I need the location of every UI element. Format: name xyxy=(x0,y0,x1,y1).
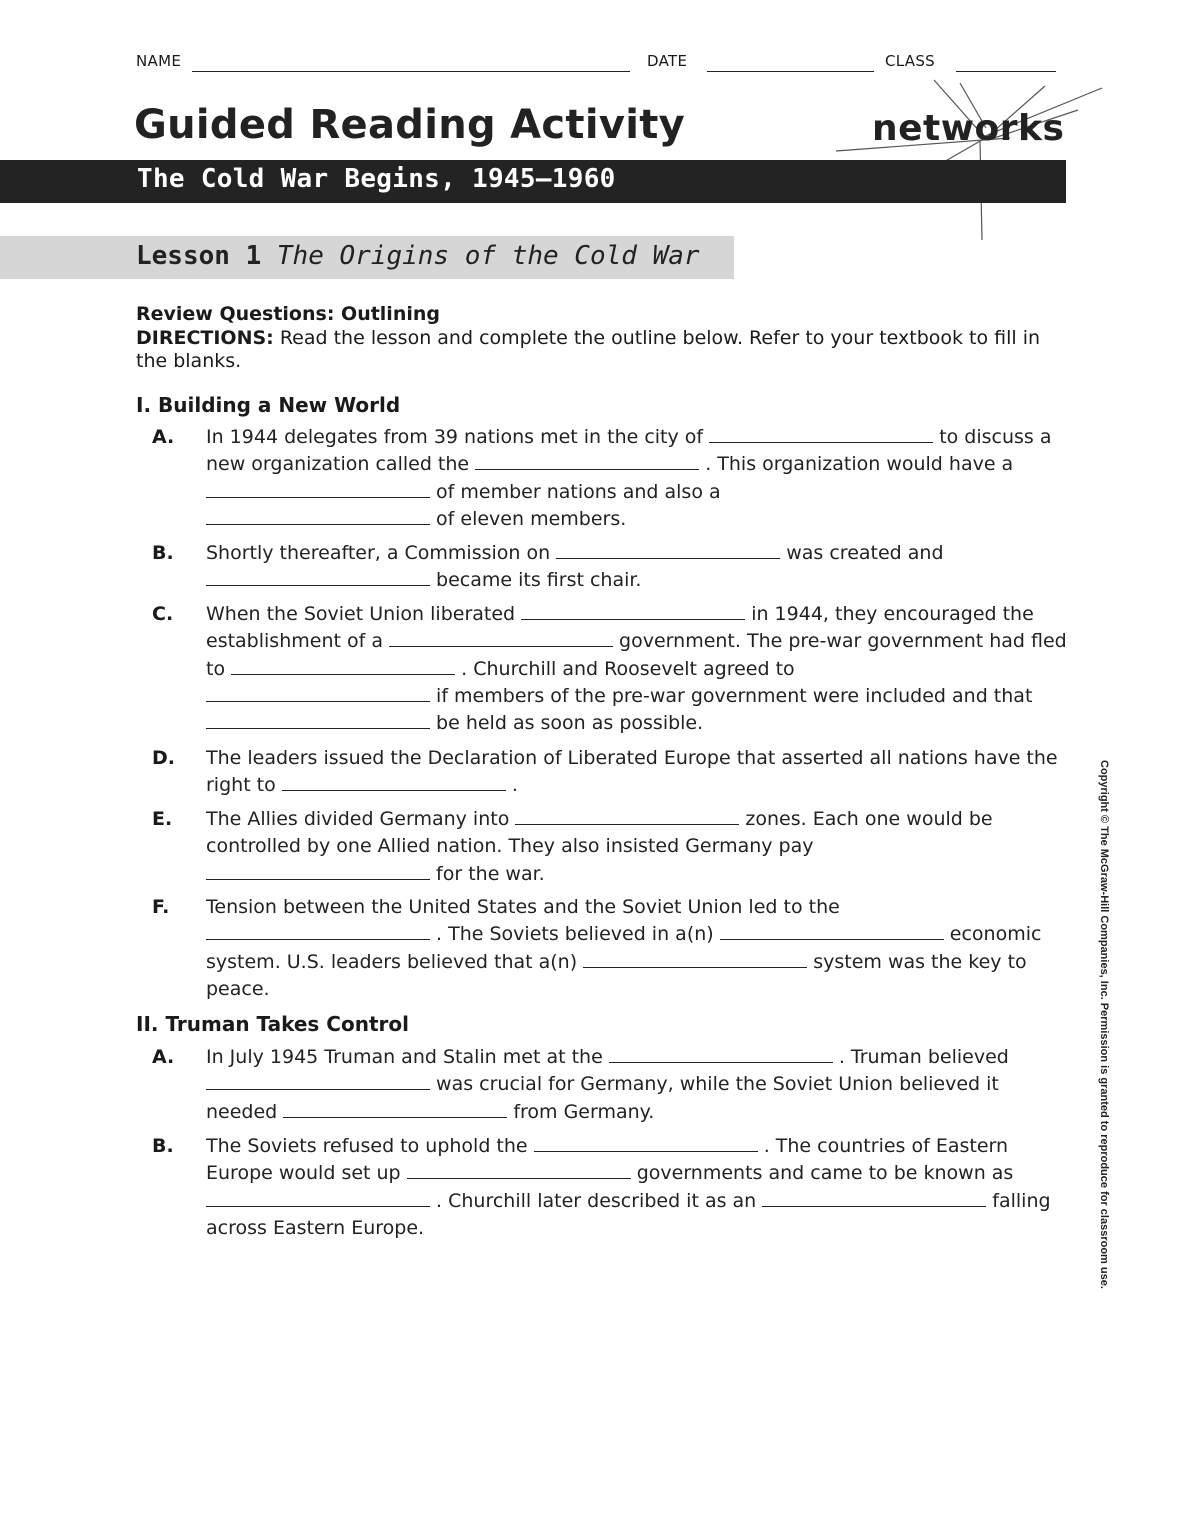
outline-item xyxy=(206,1044,1068,1126)
answer-blank[interactable] xyxy=(521,602,745,620)
outline-item xyxy=(206,424,1068,533)
answer-blank[interactable] xyxy=(206,507,430,525)
outline-item xyxy=(206,1133,1068,1242)
item-text-part: The leaders issued the Declaration of Liberated Europe that asserted all nations have the right to xyxy=(206,747,1058,797)
page-subtitle: The Cold War Begins, 1945–1960 xyxy=(137,164,616,194)
page-title: Guided Reading Activity xyxy=(134,102,686,148)
item-letter: F. xyxy=(152,896,170,918)
item-text-part: for the war. xyxy=(430,862,545,885)
item-text-part: When the Soviet Union liberated xyxy=(206,603,522,625)
item-text-part: be held as soon as possible. xyxy=(430,712,704,735)
answer-blank[interactable] xyxy=(206,1072,430,1090)
outline-item xyxy=(206,894,1068,1003)
item-letter: B. xyxy=(152,542,174,564)
header-row xyxy=(136,52,1056,76)
item-letter: B. xyxy=(152,1135,174,1157)
item-text-part: of member nations and also a xyxy=(430,480,721,503)
name-field[interactable] xyxy=(192,71,630,72)
answer-blank[interactable] xyxy=(475,452,699,470)
answer-blank[interactable] xyxy=(283,1100,507,1118)
item-text-part: . Truman believed xyxy=(832,1046,1009,1068)
lesson-number: Lesson 1 xyxy=(136,241,262,271)
section-heading-2: II. Truman Takes Control xyxy=(136,1012,409,1036)
item-text-part: government. The pre-war government had fled to xyxy=(206,630,1067,680)
item-text-part: economic system. U.S. leaders believed that a(n) xyxy=(206,923,1042,973)
directions-label: DIRECTIONS: xyxy=(136,327,274,349)
item-text-part: falling across Eastern Europe. xyxy=(206,1189,1051,1239)
item-letter: E. xyxy=(152,808,173,830)
answer-blank[interactable] xyxy=(206,480,430,498)
networks-logo: networks xyxy=(872,108,1065,149)
item-text-part: . The countries of Eastern Europe would set up xyxy=(206,1135,1009,1185)
answer-blank[interactable] xyxy=(206,711,430,729)
item-text-part: . This organization would have a xyxy=(699,453,1014,476)
item-text-part: from Germany. xyxy=(507,1100,655,1123)
answer-blank[interactable] xyxy=(515,807,739,825)
section-heading-1: I. Building a New World xyxy=(136,393,401,417)
item-letter: C. xyxy=(152,603,174,625)
answer-blank[interactable] xyxy=(206,568,430,586)
item-text-part: system was the key to peace. xyxy=(206,950,1027,1000)
item-text-part: in 1944, they encouraged the establishment of a xyxy=(206,603,1034,653)
date-field[interactable] xyxy=(707,71,874,72)
answer-blank[interactable] xyxy=(709,425,933,443)
item-text-part: Shortly thereafter, a Commission on xyxy=(206,542,557,564)
item-text-part: became its first chair. xyxy=(430,569,642,592)
item-letter: A. xyxy=(152,426,175,448)
answer-blank[interactable] xyxy=(206,862,430,880)
outline-item xyxy=(206,540,1068,595)
item-text-part: The Allies divided Germany into xyxy=(206,808,516,830)
answer-blank[interactable] xyxy=(534,1134,758,1152)
item-text-part: was crucial for Germany, while the Soviet Union believed it needed xyxy=(206,1073,999,1123)
item-text-part: In July 1945 Truman and Stalin met at the xyxy=(206,1046,609,1068)
outline-item xyxy=(206,745,1068,800)
answer-blank[interactable] xyxy=(556,541,780,559)
item-text-part: if members of the pre-war government were included and that xyxy=(430,684,1033,707)
item-text-part: to discuss a new organization called the xyxy=(206,426,1052,476)
item-text-part: The Soviets refused to uphold the xyxy=(206,1135,534,1157)
lesson-name: The Origins of the Cold War xyxy=(276,241,700,271)
item-text-part: . The Soviets believed in a(n) xyxy=(430,923,720,946)
name-label: NAME xyxy=(136,52,182,70)
class-label: CLASS xyxy=(885,52,935,70)
date-label: DATE xyxy=(647,52,688,70)
item-text-part: of eleven members. xyxy=(430,507,627,530)
item-text-part: . Churchill later described it as an xyxy=(430,1189,763,1212)
outline-item xyxy=(206,601,1068,737)
class-field[interactable] xyxy=(956,71,1056,72)
answer-blank[interactable] xyxy=(206,1189,430,1207)
item-text-part: . xyxy=(505,774,518,797)
directions-text: Read the lesson and complete the outline below. Refer to your textbook to fill in the blanks. xyxy=(136,327,1041,372)
answer-blank[interactable] xyxy=(407,1161,631,1179)
answer-blank[interactable] xyxy=(206,922,430,940)
item-text-part: was created and xyxy=(780,542,944,564)
review-heading: Review Questions: Outlining xyxy=(136,303,440,325)
copyright-notice xyxy=(1098,760,1110,1289)
directions xyxy=(136,327,1066,373)
item-letter: A. xyxy=(152,1046,175,1068)
item-text-part: . Churchill and Roosevelt agreed to xyxy=(455,657,795,680)
item-text-part: governments and came to be known as xyxy=(630,1162,1014,1185)
answer-blank[interactable] xyxy=(762,1189,986,1207)
outline-item xyxy=(206,806,1068,888)
answer-blank[interactable] xyxy=(231,657,455,675)
copyright-text: Copyright © The McGraw-Hill Companies, Inc. Permission is granted to reproduce for classroom use. xyxy=(1098,760,1110,1289)
lesson-title xyxy=(136,241,700,271)
item-text-part: Tension between the United States and the Soviet Union led to the xyxy=(206,896,840,918)
answer-blank[interactable] xyxy=(282,773,506,791)
item-text-part: In 1944 delegates from 39 nations met in the city of xyxy=(206,426,710,448)
answer-blank[interactable] xyxy=(609,1045,833,1063)
item-letter: D. xyxy=(152,747,175,769)
answer-blank[interactable] xyxy=(389,629,613,647)
answer-blank[interactable] xyxy=(720,922,944,940)
item-text-part: zones. Each one would be controlled by one Allied nation. They also insisted Germany pay xyxy=(206,808,993,858)
answer-blank[interactable] xyxy=(583,950,807,968)
answer-blank[interactable] xyxy=(206,684,430,702)
